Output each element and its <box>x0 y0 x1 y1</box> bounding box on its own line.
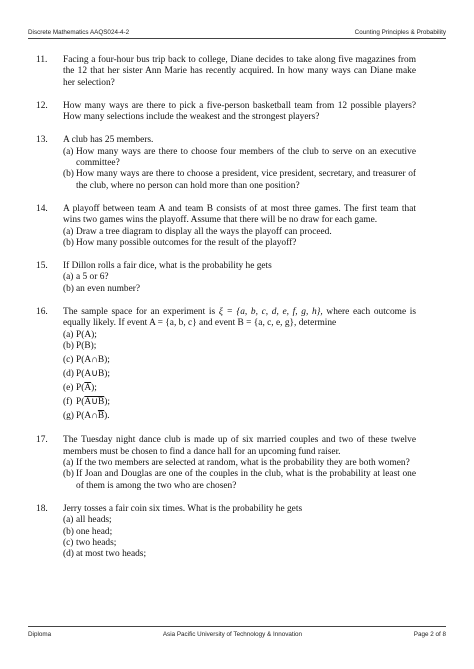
question-part <box>63 549 416 560</box>
question-18 <box>36 504 416 561</box>
expr-suffix: ). <box>104 411 110 422</box>
question-number: 13. <box>36 135 48 146</box>
question-list <box>36 55 416 572</box>
part-text: P(A); <box>76 329 97 340</box>
complement-term: A∪B <box>84 397 105 408</box>
question-number: 17. <box>36 435 48 446</box>
header-rule <box>28 38 446 39</box>
question-part <box>63 147 416 170</box>
question-number: 15. <box>36 261 48 272</box>
expr-suffix: ); <box>91 382 97 393</box>
part-label: (d) <box>63 368 74 379</box>
part-text: How many possible outcomes for the result of the playoff? <box>76 238 297 249</box>
part-label: (g) <box>63 411 74 422</box>
question-text-start: The sample space for an experiment is <box>63 306 216 317</box>
part-label: (b) <box>63 341 74 352</box>
question-part <box>63 238 416 249</box>
part-label: (a) <box>63 272 74 283</box>
question-part <box>63 272 416 283</box>
question-16 <box>36 307 416 424</box>
part-text: P(A∪B); <box>76 368 110 379</box>
part-label: (a) <box>63 226 74 237</box>
part-label: (f) <box>63 397 73 408</box>
part-text: How many ways are there to choose four members of the club to serve on an executive committee? <box>76 146 416 169</box>
page-header <box>28 29 446 36</box>
part-text: Draw a tree diagram to display all the ways the playoff can proceed. <box>76 226 332 237</box>
complement-term: $\overline{B}$ <box>97 411 105 422</box>
part-label: (a) <box>63 457 74 468</box>
question-part <box>63 469 416 492</box>
page-footer <box>28 631 446 638</box>
footer-program: Diploma <box>28 631 52 638</box>
question-number: 11. <box>36 55 48 65</box>
part-label: (e) <box>63 382 74 393</box>
sample-space-set: ξ = {a, b, c, d, e, f, g, h}, <box>218 306 323 317</box>
part-text: two heads; <box>76 537 117 548</box>
part-label: (b) <box>63 169 74 180</box>
question-part <box>63 367 416 381</box>
part-label: (c) <box>63 537 74 548</box>
part-label: (b) <box>63 238 74 249</box>
question-number: 12. <box>36 100 48 111</box>
question-part <box>63 527 416 538</box>
question-12 <box>36 101 416 124</box>
part-text: an even number? <box>76 283 141 294</box>
question-part <box>63 395 416 409</box>
question-part <box>63 538 416 549</box>
part-text: How many ways are there to choose a president, vice president, secretary, and treasurer of the club, where no person can hold more than one position? <box>76 169 416 191</box>
expr-prefix: P( <box>76 382 85 393</box>
part-text: P(B); <box>76 341 97 352</box>
part-text <box>76 381 416 395</box>
question-11 <box>36 55 416 89</box>
question-text: If Dillon rolls a fair dice, what is the probability he gets <box>63 261 272 272</box>
question-part <box>63 330 416 341</box>
question-text-end: where each outcome is equally likely. If event A = {a, b, c} and event B = {a, c, e, g}, determine <box>63 306 417 329</box>
part-text: at most two heads; <box>76 549 147 560</box>
question-part <box>63 284 416 295</box>
expr-prefix: P( <box>76 397 85 408</box>
question-part <box>63 353 416 367</box>
question-part <box>63 169 416 192</box>
complement-term: $\overline{A}$ <box>84 382 92 393</box>
question-15 <box>36 261 416 295</box>
question-number: 18. <box>36 503 48 514</box>
question-text: How many ways are there to pick a five-person basketball team from 12 possible players? How many selections include the weakest and the strongest players? <box>63 100 416 123</box>
part-text: all heads; <box>76 515 112 526</box>
question-part <box>63 381 416 395</box>
part-text: one head; <box>76 526 113 537</box>
header-topic: Counting Principles & Probability <box>354 29 446 36</box>
question-text: A playoff between team A and team B consists of at most three games. The first team that wins two games wins the playoff. Assume that there will be no draw for each game. <box>63 203 416 226</box>
footer-rule <box>28 626 446 627</box>
part-text <box>76 395 416 409</box>
question-part <box>63 458 416 469</box>
question-part <box>63 409 416 423</box>
part-text: If the two members are selected at random, what is the probability they are both women? <box>76 457 410 468</box>
question-number: 14. <box>36 203 48 214</box>
question-text: Jerry tosses a fair coin six times. What is the probability he gets <box>63 503 303 514</box>
header-course: Discrete Mathematics AAQS024-4-2 <box>28 29 130 36</box>
part-label: (b) <box>63 469 74 480</box>
part-label: (a) <box>63 329 74 340</box>
footer-university: Asia Pacific University of Technology & Innovation <box>162 631 303 638</box>
part-label: (a) <box>63 515 74 526</box>
expr-prefix: P(A∩ <box>76 411 98 422</box>
question-text: A club has 25 members. <box>63 135 154 146</box>
part-label: (b) <box>63 283 74 294</box>
question-number: 16. <box>36 306 48 317</box>
part-label: (a) <box>63 146 74 157</box>
question-13 <box>36 135 416 192</box>
question-17 <box>36 435 416 492</box>
part-text: P(A∩B); <box>76 354 110 365</box>
question-text <box>63 307 416 330</box>
part-text <box>76 409 416 423</box>
expr-suffix: ); <box>104 397 110 408</box>
question-part <box>63 515 416 526</box>
part-label: (d) <box>63 549 74 560</box>
question-part <box>63 227 416 238</box>
question-14 <box>36 204 416 250</box>
part-text: a 5 or 6? <box>76 272 109 283</box>
question-part <box>63 341 416 352</box>
part-text: If Joan and Douglas are one of the couples in the club, what is the probability at least one of them is among the two who are chosen? <box>76 469 416 491</box>
part-label: (b) <box>63 526 74 537</box>
question-text: The Tuesday night dance club is made up of six married couples and two of these twelve members must be chosen to find a dance hall for an upcoming fund raiser. <box>63 435 416 457</box>
footer-page-number: Page 2 of 8 <box>413 631 446 638</box>
part-label: (c) <box>63 354 74 365</box>
question-text: Facing a four-hour bus trip back to college, Diane decides to take along five magazines from the 12 that her sister Ann Marie has recently acquired. In how many ways can Diane make her selection? <box>63 55 416 88</box>
